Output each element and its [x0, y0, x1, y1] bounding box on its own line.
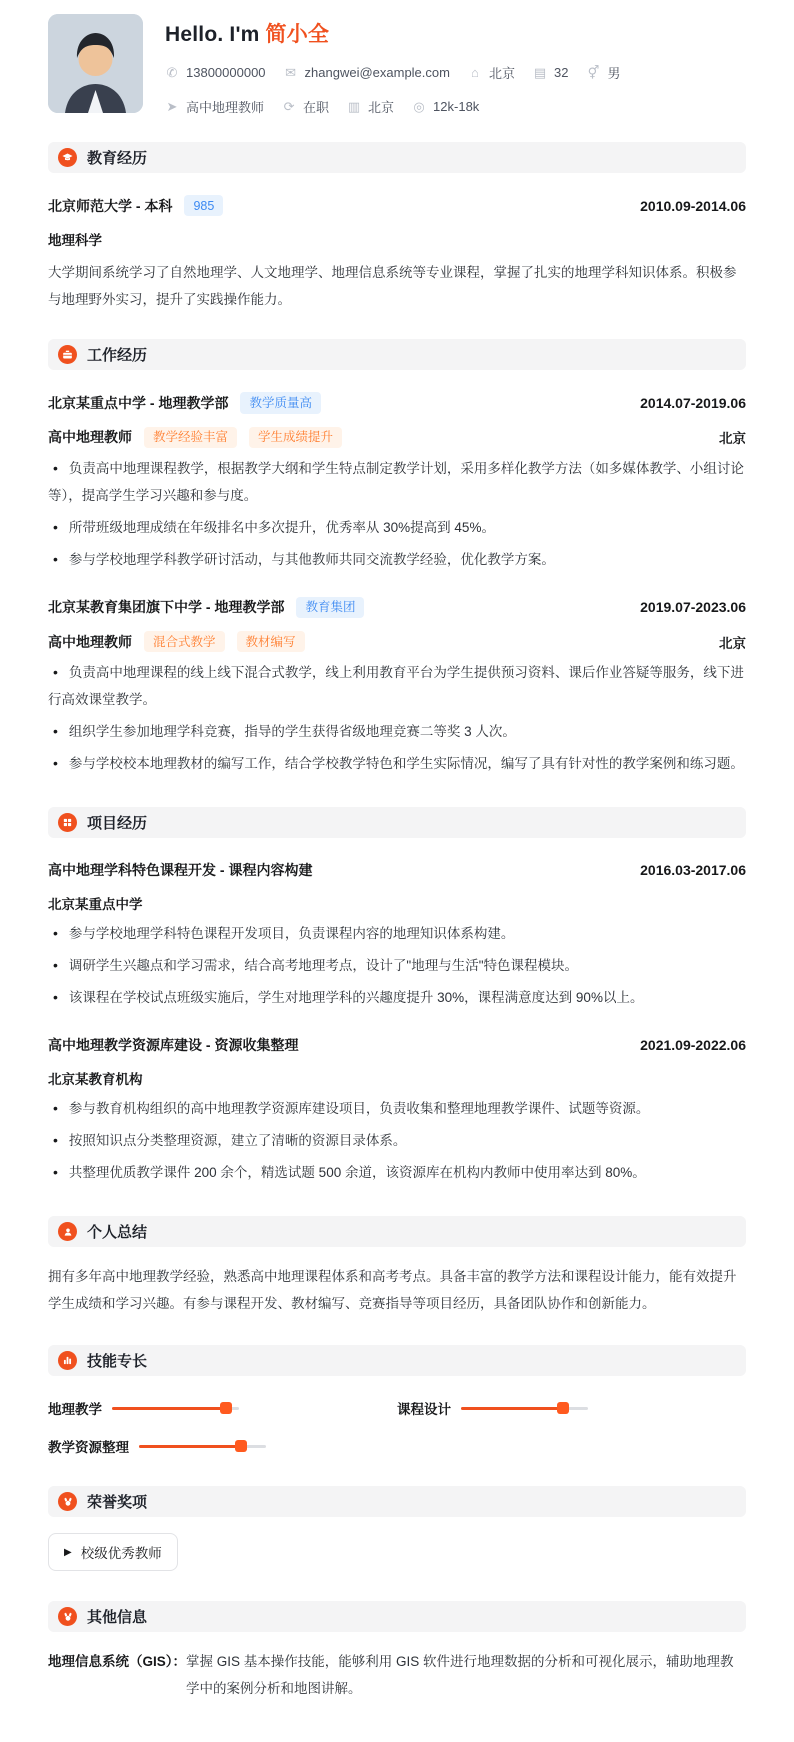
skill-slider[interactable]: [461, 1407, 588, 1410]
job-status-value: 在职: [303, 100, 330, 115]
section-header-skills: [48, 1345, 746, 1376]
slider-handle[interactable]: [235, 1440, 247, 1452]
skill-slider[interactable]: [139, 1445, 266, 1448]
avatar: [48, 14, 143, 113]
school-name: 北京师范大学 - 本科: [48, 197, 173, 214]
work1-bullets: [48, 454, 746, 573]
work2-position-row: [48, 631, 746, 652]
school-badge-985: 985: [184, 195, 223, 216]
education-entry: [48, 177, 746, 313]
education-major-row: [48, 229, 746, 249]
project-name: 高中地理学科特色课程开发 - 课程内容构建: [48, 862, 313, 879]
project-entry-1: [48, 842, 746, 1011]
skill-course-design: [397, 1398, 746, 1418]
bullet-item: • 调研学生兴趣点和学习需求，结合高考地理考点，设计了"地理与生活"特色课程模块。: [48, 951, 746, 979]
position-tag: 教材编写: [237, 631, 305, 652]
work2-head-row: [48, 597, 746, 618]
section-header-projects: [48, 807, 746, 838]
greeting-text: Hello. I'm: [165, 23, 260, 46]
briefcase-icon: [58, 345, 77, 364]
phone-item: [165, 65, 266, 80]
section-title-other: 其他信息: [87, 1609, 148, 1627]
company-badge: 教育集团: [296, 597, 364, 618]
work-city-value: 北京: [368, 100, 395, 115]
avatar-photo-placeholder: [48, 14, 143, 113]
section-header-education: [48, 142, 746, 173]
major-name: 地理科学: [48, 233, 102, 249]
work-city-item: [347, 97, 394, 116]
honor-chip[interactable]: [48, 1533, 178, 1571]
play-triangle-icon: ▶: [64, 1546, 72, 1558]
page-title: [165, 18, 746, 48]
gender-item: [586, 63, 620, 82]
bullet-item: • 负责高中地理课程教学，根据教学大纲和学生特点制定教学计划，采用多样化教学方法（如多媒体教学、小组讨论等），提高学生学习兴趣和参与度。: [48, 454, 746, 509]
section-title-education: 教育经历: [87, 150, 148, 167]
resume-header: [48, 14, 746, 116]
work1-position-row: [48, 427, 746, 448]
honor-chips: [48, 1533, 746, 1571]
bullet-item: • 按照知识点分类整理资源，建立了清晰的资源目录体系。: [48, 1126, 746, 1154]
skill-geography-teaching: [48, 1398, 397, 1418]
section-header-work: [48, 339, 746, 370]
section-title-projects: 项目经历: [87, 815, 148, 833]
project1-date: 2016.03-2017.06: [640, 862, 746, 879]
work2-date: 2019.07-2023.06: [640, 599, 746, 616]
project2-date: 2021.09-2022.06: [640, 1037, 746, 1054]
project1-head-row: [48, 860, 746, 880]
gender-value: 男: [607, 66, 621, 81]
age-item: [533, 65, 568, 80]
project2-bullets: [48, 1094, 746, 1186]
bullet-item: • 参与学校地理学科特色课程开发项目，负责课程内容的地理知识体系构建。: [48, 919, 746, 947]
company-badge: 教学质量高: [240, 392, 321, 413]
position-tag: 学生成绩提升: [249, 427, 342, 448]
company-name: 北京某重点中学 - 地理教学部: [48, 394, 229, 411]
salary-item: [412, 99, 479, 114]
email-item: [284, 65, 450, 80]
project1-org-row: [48, 893, 746, 913]
skill-resource-organizing: [48, 1436, 397, 1456]
candidate-name: 简小全: [265, 23, 330, 46]
bullet-item: • 参与学校地理学科教学研讨活动，与其他教师共同交流教学经验，优化教学方案。: [48, 545, 746, 573]
bullet-item: • 参与学校校本地理教材的编写工作，结合学校教学特色和学生实际情况，编写了具有针对性的教学案例和练习题。: [48, 749, 746, 777]
position-name: 高中地理教师: [48, 633, 132, 650]
project-name: 高中地理教学资源库建设 - 资源收集整理: [48, 1037, 299, 1054]
graduation-cap-icon: [58, 148, 77, 167]
bar-chart-icon: [58, 1351, 77, 1370]
other-info-row: [48, 1648, 746, 1702]
job-status-item: [282, 97, 329, 116]
home-city-value: 北京: [488, 66, 515, 81]
slider-handle[interactable]: [557, 1402, 569, 1414]
position-tag: 混合式教学: [144, 631, 225, 652]
work1-date: 2014.07-2019.06: [640, 394, 746, 411]
status-icon: ⟳: [283, 99, 295, 114]
work1-location: 北京: [719, 431, 746, 447]
bullet-item: • 组织学生参加地理学科竞赛，指导的学生获得省级地理竞赛二等奖 3 人次。: [48, 717, 746, 745]
summary-text: 拥有多年高中地理教学经验，熟悉高中地理课程体系和高考考点。具备丰富的教学方法和课程设计能力，能有效提升学生成绩和学习兴趣。有参与课程开发、教材编写、竞赛指导等项目经历，具备团队协作和创新能力。: [48, 1269, 737, 1312]
education-head-row: [48, 195, 746, 216]
other-info-label: 地理信息系统（GIS）：: [48, 1654, 187, 1670]
section-header-honors: [48, 1486, 746, 1517]
contact-row-1: [165, 63, 746, 82]
skill-slider[interactable]: [112, 1407, 239, 1410]
position-tag: 教学经验丰富: [144, 427, 237, 448]
section-title-honors: 荣誉奖项: [87, 1494, 148, 1512]
bullet-item: • 参与教育机构组织的高中地理教学资源库建设项目，负责收集和整理地理教学课件、试题等资源。: [48, 1094, 746, 1122]
work1-head-row: [48, 392, 746, 413]
bullet-item: • 负责高中地理课程的线上线下混合式教学，线上利用教育平台为学生提供预习资料、课后作业答疑等服务，线下进行高效课堂教学。: [48, 658, 746, 713]
project-org: 北京某教育机构: [48, 1072, 143, 1088]
paper-plane-icon: ➤: [166, 99, 178, 114]
grid-icon: [58, 813, 77, 832]
bullet-item: • 该课程在学校试点班级实施后，学生对地理学科的兴趣度提升 30%，课程满意度达到 90%以上。: [48, 983, 746, 1011]
project2-head-row: [48, 1035, 746, 1055]
email-icon: ✉: [285, 65, 296, 80]
contact-row-2: [165, 97, 746, 116]
home-icon: ⌂: [471, 65, 479, 80]
section-title-work: 工作经历: [87, 347, 148, 365]
bullet-item: • 共整理优质教学课件 200 余个，精选试题 500 余道，该资源库在机构内教师中使用率达到 80%。: [48, 1158, 746, 1186]
position-name: 高中地理教师: [48, 429, 132, 446]
age-value: 32: [553, 65, 569, 80]
header-info: [165, 14, 746, 116]
work2-location: 北京: [719, 635, 746, 651]
person-icon: [58, 1222, 77, 1241]
job-title-item: [165, 97, 264, 116]
info-medal-icon: [58, 1607, 77, 1626]
phone-icon: ✆: [166, 65, 178, 80]
work-entry-2: [48, 573, 746, 778]
project-entry-2: [48, 1011, 746, 1186]
work2-bullets: [48, 658, 746, 777]
home-city-item: [468, 63, 515, 82]
job-title-value: 高中地理教师: [186, 100, 265, 115]
education-date: 2010.09-2014.06: [640, 197, 746, 214]
slider-handle[interactable]: [220, 1402, 232, 1414]
education-description: 大学期间系统学习了自然地理学、人文地理学、地理信息系统等专业课程，掌握了扎实的地理学科知识体系。积极参与地理野外实习，提升了实践操作能力。: [48, 265, 737, 308]
honor-label: 校级优秀教师: [80, 1546, 162, 1562]
target-icon: ◎: [413, 99, 425, 114]
skill-label: 课程设计: [397, 1402, 451, 1418]
phone-value: 13800000000: [186, 65, 266, 80]
building-icon: ▥: [347, 99, 361, 114]
section-title-skills: 技能专长: [87, 1353, 148, 1371]
gender-icon: ⚥: [587, 65, 600, 80]
project2-org-row: [48, 1068, 746, 1088]
project-org: 北京某重点中学: [48, 897, 143, 913]
section-header-summary: [48, 1216, 746, 1247]
medal-icon: [58, 1492, 77, 1511]
salary-value: 12k-18k: [433, 99, 480, 114]
company-name: 北京某教育集团旗下中学 - 地理教学部: [48, 599, 285, 616]
age-icon: ▤: [533, 65, 547, 80]
work-entry-1: [48, 374, 746, 573]
skills-grid: [48, 1380, 746, 1456]
section-header-other: [48, 1601, 746, 1632]
skill-label: 地理教学: [48, 1402, 102, 1418]
email-value: zhangwei@example.com: [304, 65, 450, 80]
section-title-summary: 个人总结: [87, 1224, 148, 1242]
other-info-text: 掌握 GIS 基本操作技能，能够利用 GIS 软件进行地理数据的分析和可视化展示，辅助地理教学中的案例分析和地图讲解。: [186, 1654, 734, 1697]
skill-label: 教学资源整理: [48, 1440, 129, 1456]
project1-bullets: [48, 919, 746, 1011]
bullet-item: • 所带班级地理成绩在年级排名中多次提升，优秀率从 30%提高到 45%。: [48, 513, 746, 541]
